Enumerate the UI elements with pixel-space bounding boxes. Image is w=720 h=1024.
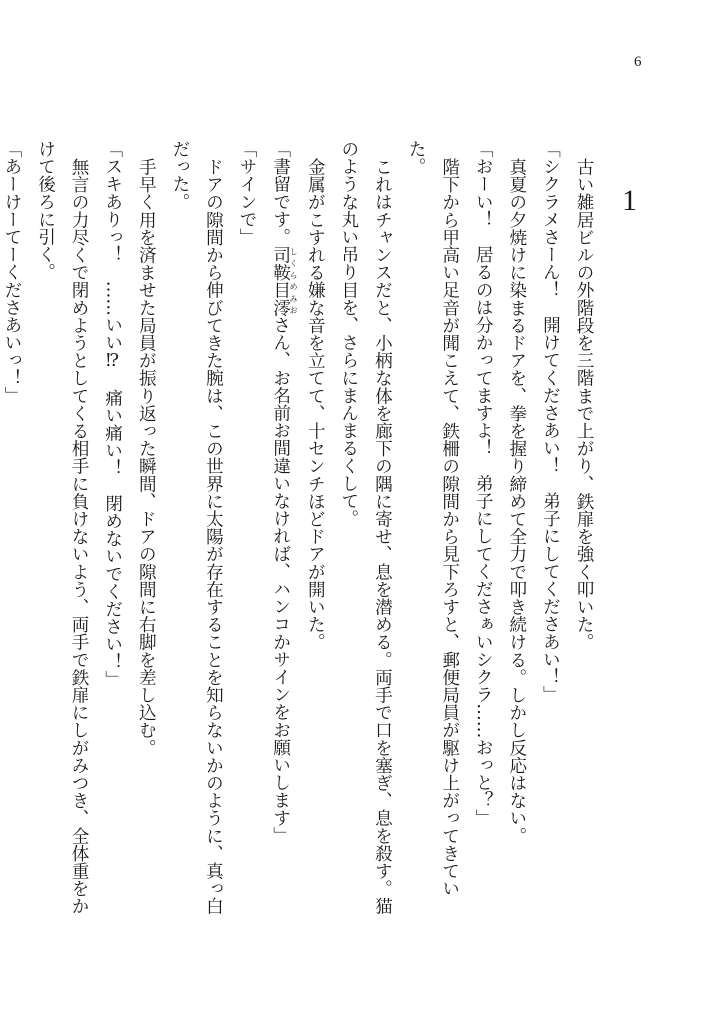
paragraph: 「シクラメさーん！ 開けてくださあい！ 弟子にしてくださあい！」 xyxy=(540,140,561,704)
paragraph: 「おーい！ 居るのは分かってますよ！ 弟子にしてくださぁいシクラ……おっと？」 xyxy=(473,140,494,827)
paragraph: 階下から甲高い足音が聞こえて、鉄柵の隙間から見下ろすと、郵便局員が駆け上がってきていた。 xyxy=(406,140,460,897)
ruby-base: 司鞍目澪 xyxy=(270,245,291,317)
chapter-number: 1 xyxy=(622,184,637,217)
paragraph: 「サインで」 xyxy=(237,140,258,246)
paragraph: 真夏の夕焼けに染まるドアを、拳を握り締めて全力で叩き続ける。しかし反応はない。 xyxy=(506,157,527,844)
page-number: 6 xyxy=(634,54,642,70)
body-text xyxy=(0,140,600,930)
paragraph: ドアの隙間から伸びてきた腕は、この世界に太陽が存在することを知らないかのように、真っ白だった。 xyxy=(169,140,224,915)
paragraph: 無言の力尽くで閉めようとしてくる相手に負けないよう、両手で鉄扉にしがみつき、全体重をかけて後ろに引く。 xyxy=(35,140,90,915)
paragraph-with-ruby xyxy=(263,140,298,930)
paragraph: 古い雑居ビルの外階段を三階まで上がり、鉄扉を強く叩いた。 xyxy=(574,157,594,651)
paragraph: 「あーけーてーくださあいっ！」 xyxy=(1,140,22,404)
paragraph: これはチャンスだと、小柄な体を廊下の隅に寄せ、息を潜める。両手で口を塞ぎ、息を殺す。猫のような丸い吊り目を、さらにまんまるくして。 xyxy=(338,140,393,915)
paragraph-segment: さん、お名前お間違いなければ、ハンコかサインをお願いします」 xyxy=(270,316,291,845)
paragraph: 手早く用を済ませた局員が振り返った瞬間、ドアの隙間に右脚を差し込む。 xyxy=(136,157,157,756)
paragraph-segment: 「書留です。 xyxy=(270,140,291,246)
paragraph: 「スキありっ！ ……いい⁉ 痛い痛い！ 閉めないでください！」 xyxy=(102,140,123,688)
ruby-reading: しくらめみお xyxy=(289,245,299,316)
paragraph: 金属がこすれる嫌な音を立てて、十センチほどドアが開いた。 xyxy=(305,157,326,651)
ruby-name xyxy=(270,245,299,317)
